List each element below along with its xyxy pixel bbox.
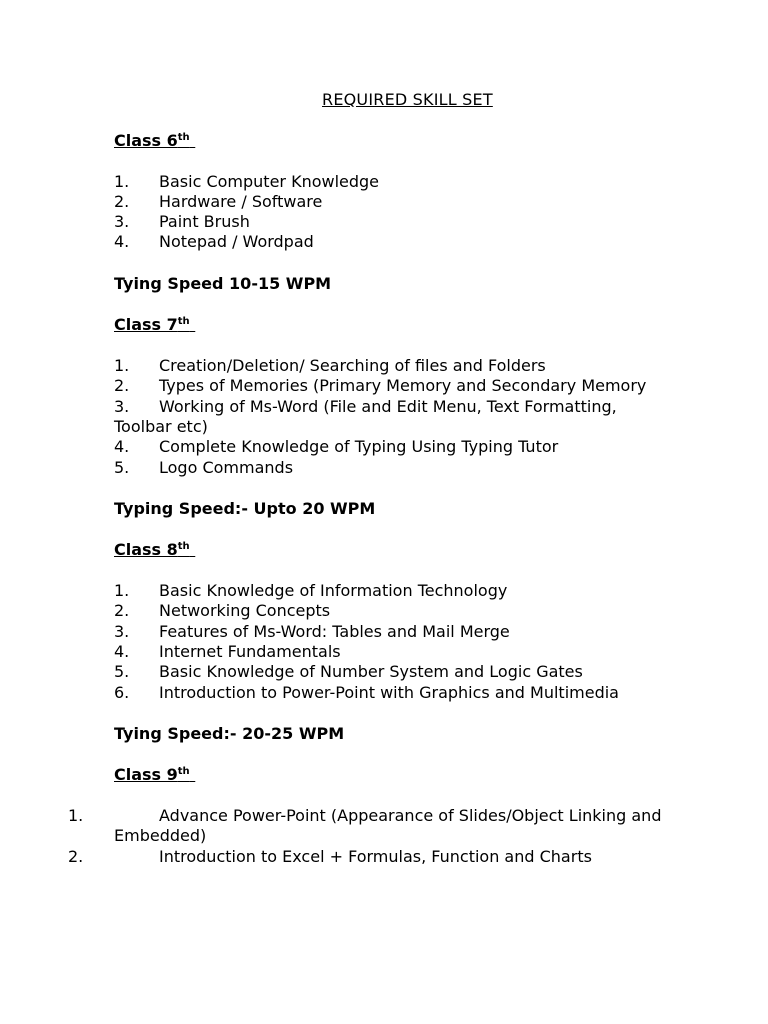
list-text: Working of Ms-Word (File and Edit Menu, Text Formatting,: [159, 397, 617, 416]
class-heading-sup: th: [177, 541, 190, 552]
list-text: Introduction to Excel + Formulas, Function and Charts: [159, 847, 592, 866]
class-heading-sup: th: [177, 132, 190, 143]
list-number: 2.: [114, 376, 130, 395]
class-heading-label: Class 9: [114, 765, 178, 784]
list-number: 2.: [114, 601, 130, 620]
list-number: 5.: [114, 458, 130, 477]
list-number: 5.: [114, 662, 130, 681]
list-text: Paint Brush: [159, 212, 250, 231]
list-text: Basic Computer Knowledge: [159, 172, 380, 191]
class-heading-label: Class 8: [114, 540, 178, 559]
list-number: 4.: [114, 232, 130, 251]
list-text: Logo Commands: [159, 458, 294, 477]
document-title: REQUIRED SKILL SET: [322, 90, 493, 109]
list-number: 3.: [114, 397, 130, 416]
list-number: 2.: [114, 192, 130, 211]
list-text: Basic Knowledge of Number System and Logic Gates: [159, 662, 583, 681]
list-text: Features of Ms-Word: Tables and Mail Merge: [159, 622, 510, 641]
list-item-continuation: Embedded): [114, 826, 207, 845]
list-number: 1.: [114, 581, 130, 600]
typing-speed-class-7: Typing Speed:- Upto 20 WPM: [114, 499, 376, 518]
typing-speed-class-6: Tying Speed 10-15 WPM: [114, 274, 332, 293]
list-number: 3.: [114, 212, 130, 231]
class-8-heading: [114, 540, 195, 560]
typing-speed-class-8: Tying Speed:- 20-25 WPM: [114, 724, 345, 743]
list-text: Notepad / Wordpad: [159, 232, 314, 251]
list-text: Complete Knowledge of Typing Using Typing Tutor: [159, 437, 559, 456]
list-number: 4.: [114, 642, 130, 661]
class-heading-label: Class 7: [114, 315, 178, 334]
class-heading-sup: th: [177, 766, 190, 777]
list-text: Creation/Deletion/ Searching of files and Folders: [159, 356, 546, 375]
class-9-heading: [114, 765, 195, 785]
list-number: 2.: [68, 847, 84, 866]
class-7-heading: [114, 315, 195, 335]
list-text: Basic Knowledge of Information Technology: [159, 581, 508, 600]
list-number: 1.: [114, 172, 130, 191]
list-number: 4.: [114, 437, 130, 456]
list-number: 3.: [114, 622, 130, 641]
class-heading-label: Class 6: [114, 131, 178, 150]
list-text: Advance Power-Point (Appearance of Slides/Object Linking and: [159, 806, 662, 825]
list-text: Hardware / Software: [159, 192, 323, 211]
class-heading-sup: th: [177, 316, 190, 327]
list-text: Networking Concepts: [159, 601, 331, 620]
list-text: Types of Memories (Primary Memory and Secondary Memory: [159, 376, 647, 395]
list-item-continuation: Toolbar etc): [114, 417, 208, 436]
list-text: Internet Fundamentals: [159, 642, 341, 661]
class-6-heading: [114, 131, 195, 151]
list-number: 1.: [114, 356, 130, 375]
list-text: Introduction to Power-Point with Graphics and Multimedia: [159, 683, 619, 702]
list-number: 1.: [68, 806, 84, 825]
list-number: 6.: [114, 683, 130, 702]
